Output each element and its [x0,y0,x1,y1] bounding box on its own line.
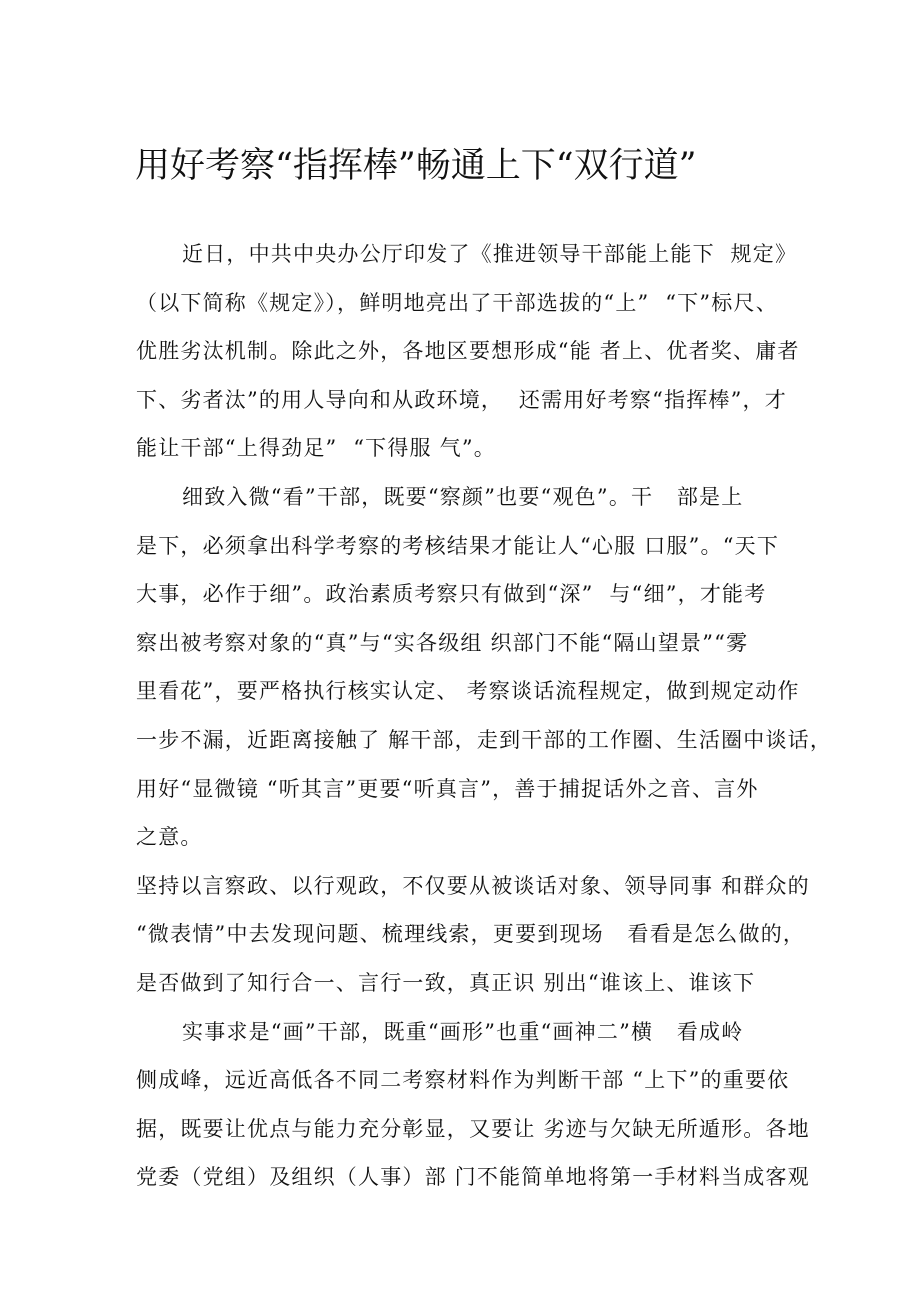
text-line: 是否做到了知行合一、言行一致，真正识 别出“谁该上、谁该下 [136,970,756,995]
text-line: 能让干部“上得劲足” “下得服 气”。 [136,436,496,461]
text-line: 察出被考察对象的“真”与“实各级组 织部门不能“隔山望景”“雾 [136,630,749,655]
text-line: （以下简称《规定》），鲜明地亮出了干部选拔的“上” “下”标尺、 [136,290,778,315]
text-line: 近日，中共中央办公厅印发了《推进领导干部能上能下 规定》 [182,242,798,266]
text-line: 党委（党组）及组织（人事）部 门不能简单地将第一手材料当成客观 [136,1165,810,1190]
text-line: “微表情”中去发现问题、梳理线索，更要到现场 看看是怎么做的， [136,922,806,947]
text-line: 侧成峰，远近高低各不同二考察材料作为判断干部 “上下”的重要依 [136,1068,790,1093]
text-line: 用好“显微镜 “听其言”更要“听真言”，善于捕捉话外之音、言外 [136,776,759,801]
text-line: 据，既要让优点与能力充分彰显，又要让 劣迹与欠缺无所遁形。各地 [136,1116,810,1141]
document-title: 用好考察“指挥棒”畅通上下“双行道” [135,146,697,186]
text-line: 实事求是“画”干部，既重“画形”也重“画神二”横 看成岭 [182,1019,744,1044]
text-line: 优胜劣汰机制。除此之外，各地区要想形成“能 者上、优者奖、庸者 [136,339,800,364]
text-line: 是下，必须拿出科学考察的考核结果才能让人“心服 口服”。“天下 [136,533,780,558]
text-line: 之意。 [136,825,203,850]
text-line: 大事，必作于细”。政治素质考察只有做到“深” 与“细”，才能考 [136,582,767,607]
text-line: 里看花”，要严格执行核实认定、 考察谈话流程规定，做到规定动作 [136,679,800,704]
text-line: 下、劣者汰”的用人导向和从政环境， 还需用好考察“指挥棒”，才 [136,387,787,412]
text-line: 一步不漏，近距离接触了 解干部，走到干部的工作圈、生活圈中谈话， [136,727,833,752]
document-body [136,230,833,1202]
text-line: 细致入微“看”干部，既要“察颜”也要“观色”。干 部是上 [182,484,744,509]
text-line: 坚持以言察政、以行观政，不仅要从被谈话对象、领导同事 和群众的 [136,873,810,898]
